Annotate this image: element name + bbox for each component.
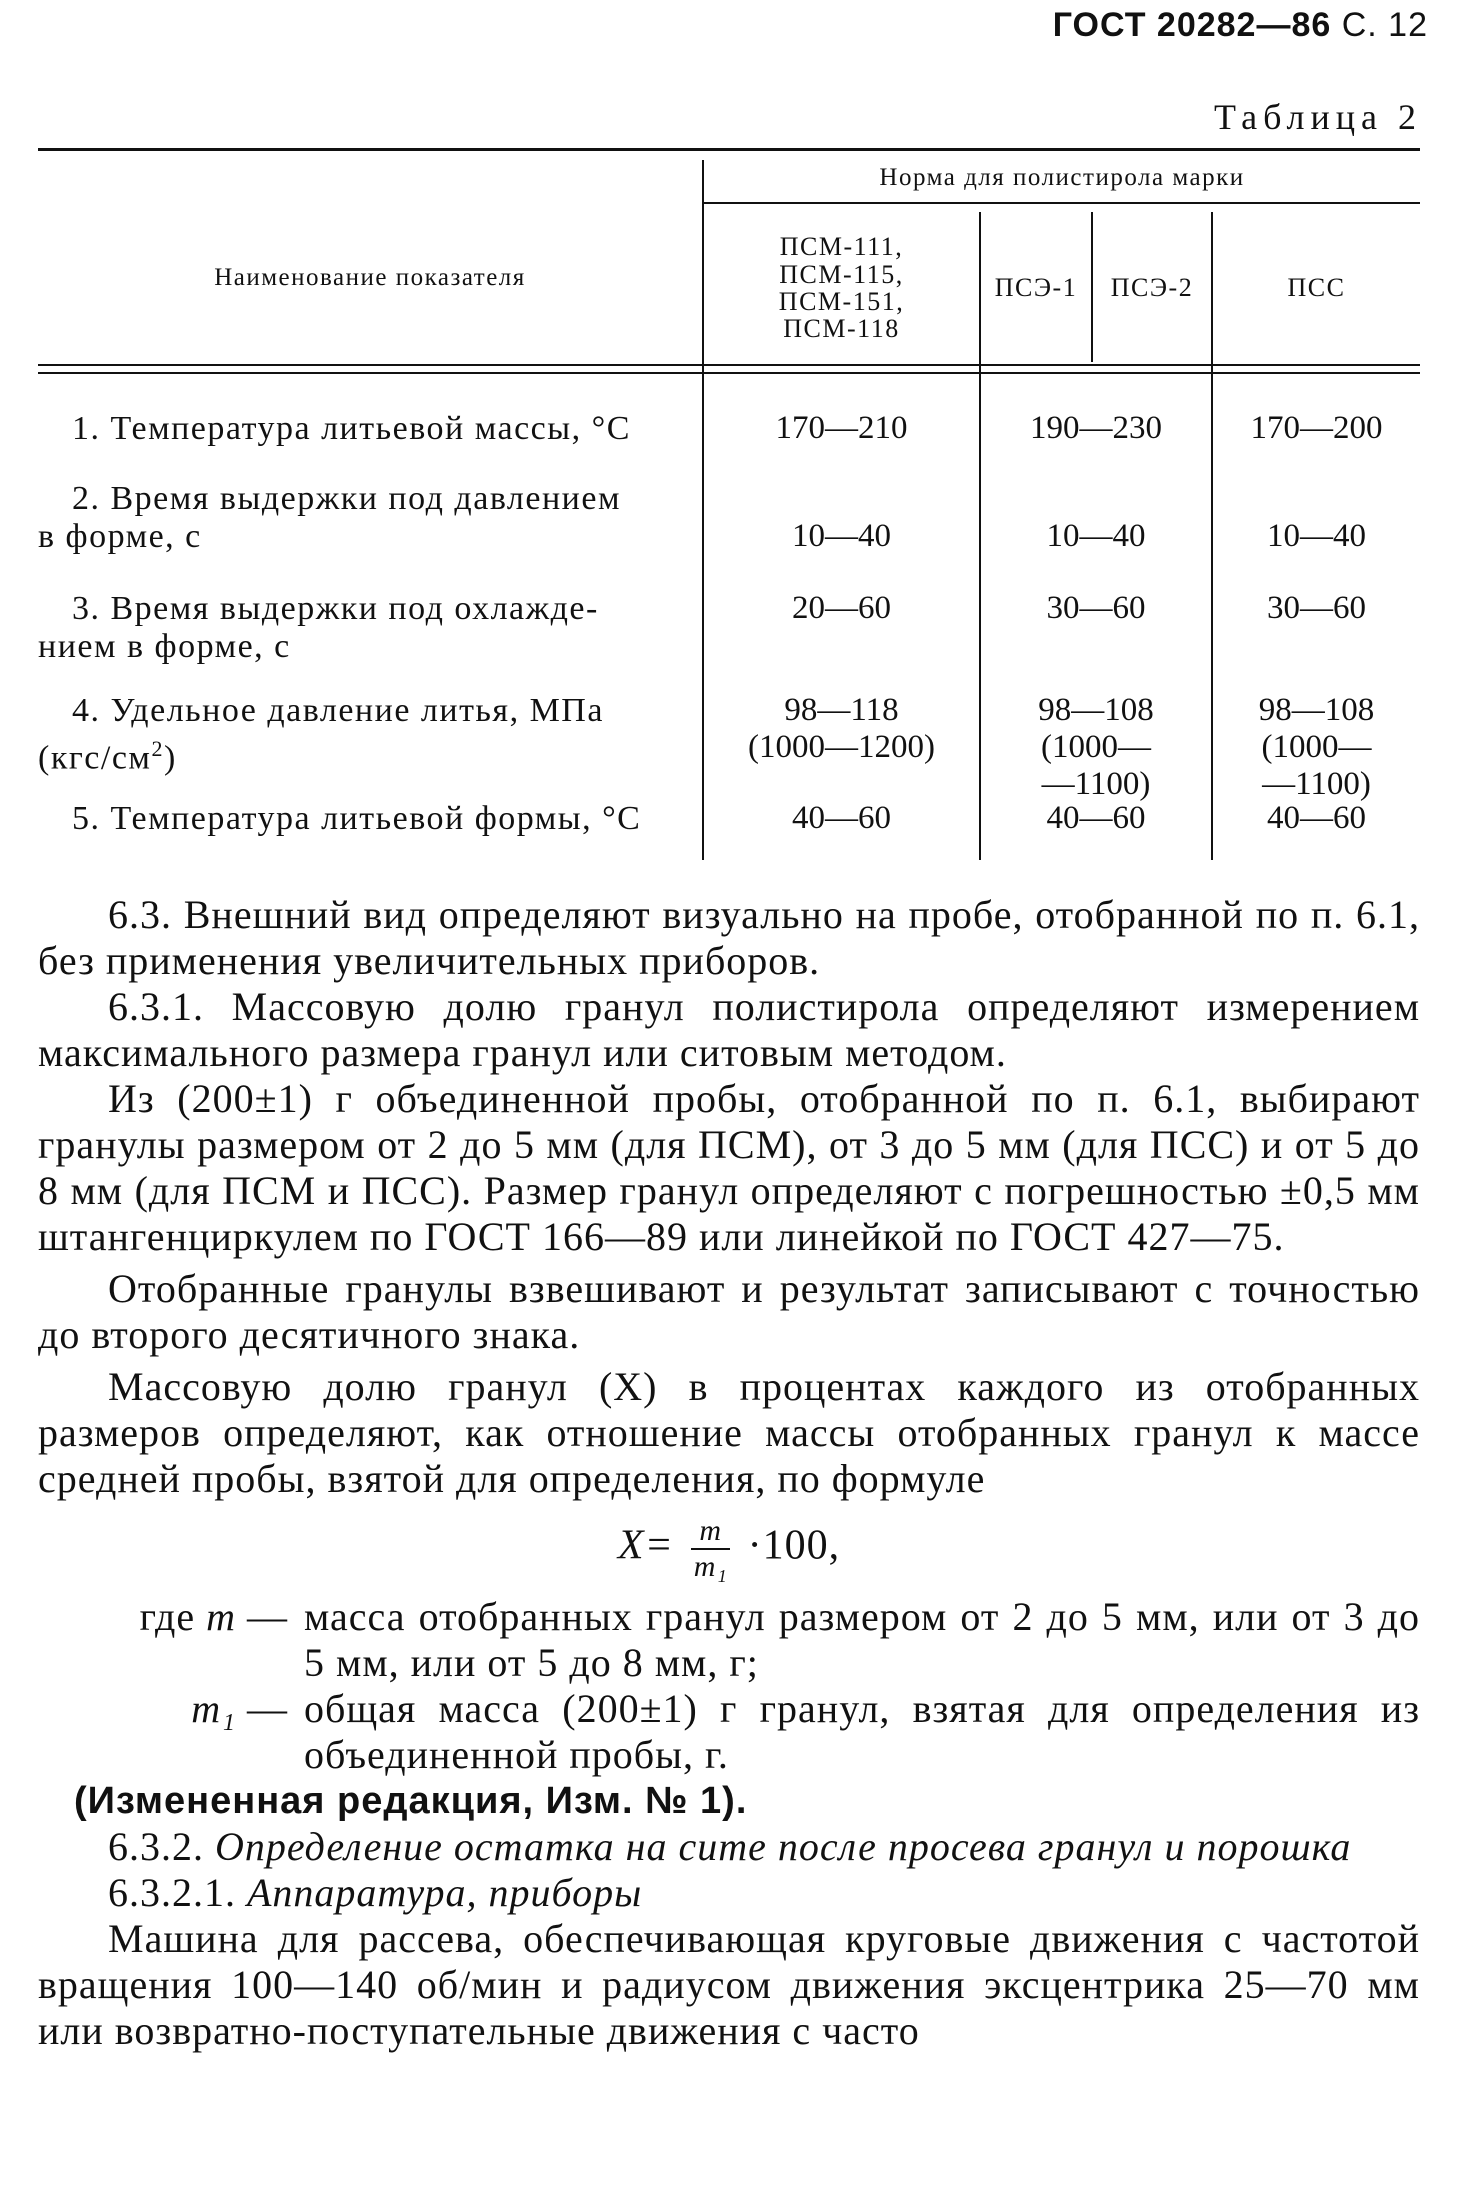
row-4-pse [981, 692, 1211, 803]
norms-table [38, 148, 1420, 864]
page-number: С. 12 [1341, 6, 1428, 44]
row-4-psm [704, 692, 979, 766]
where-m1-key [38, 1686, 304, 1778]
row-3-psm: 20—60 [792, 590, 891, 626]
para-weigh: Отобранные гранулы взвешивают и результат записывают с точностью до второго десятичного знака. [38, 1266, 1420, 1357]
row-1-name [38, 410, 688, 448]
row-5-pss: 40—60 [1267, 800, 1366, 836]
standard-number: ГОСТ 20282—86 [1052, 6, 1332, 44]
table-top-rule [38, 148, 1420, 151]
where-m1 [38, 1686, 1420, 1778]
formula [38, 1514, 1420, 1584]
para-6-3-2-title: Определение остатка на сите после просева гранул и порошка [215, 1824, 1352, 1869]
where-m-key [38, 1594, 304, 1686]
row-4-name [38, 692, 688, 777]
formula-denominator: m₁ [693, 1550, 728, 1583]
row-2-pse: 10—40 [1046, 518, 1146, 554]
col-header-pss: ПСС [1287, 273, 1346, 303]
formula-lhs: X= [617, 1522, 674, 1569]
where-m-symbol: m [206, 1594, 236, 1639]
row-4-pss-line-3: —1100) [1262, 766, 1371, 802]
row-5-name-line: 5. Температура литьевой формы, °C [72, 800, 642, 837]
row-1-psm: 170—210 [775, 410, 908, 446]
row-1-pss: 170—200 [1250, 410, 1383, 446]
row-4-name-line-1: 4. Удельное давление литья, МПа [72, 692, 604, 729]
para-6-3-1: 6.3.1. Массовую долю гранул полистирола определяют измерением максимального размера гранул или ситовым методом. [38, 984, 1420, 1075]
where-m1-text: общая масса (200±1) г гранул, взятая для определения из объединенной пробы, г. [304, 1686, 1420, 1777]
para-6-3-2-number: 6.3.2. [108, 1824, 204, 1869]
col-header-psm [704, 214, 979, 362]
row-2-pss: 10—40 [1267, 518, 1366, 554]
para-6-3-2-1-title: Аппаратура, приборы [247, 1870, 643, 1915]
where-m1-symbol: m₁ [191, 1686, 236, 1731]
row-2-name-line-1: 2. Время выдержки под давлением [72, 480, 621, 517]
where-m1-dash: — [247, 1686, 288, 1731]
row-4-pse-line-2: (1000— [1041, 729, 1151, 765]
para-6-3-2-1-number: 6.3.2.1. [108, 1870, 236, 1915]
row-1-name-line: 1. Температура литьевой массы, °C [72, 410, 631, 447]
row-2-name [38, 480, 688, 556]
row-4-pse-line-3: —1100) [1041, 766, 1151, 802]
group-header: Норма для полистирола марки [879, 163, 1245, 191]
where-m-text: масса отобранных гранул размером от 2 до 5 мм, или от 3 до 5 мм, или от 5 до 8 мм, г; [304, 1594, 1420, 1685]
psm-grade-2: ПСМ-115, [779, 259, 904, 289]
row-4-pss-line-2: (1000— [1261, 729, 1372, 765]
col-header-name: Наименование показателя [214, 263, 526, 291]
row-1-pse: 190—230 [1030, 410, 1162, 446]
row-5-name [38, 800, 688, 838]
row-4-pss [1213, 692, 1420, 803]
psm-grade-4: ПСМ-118 [783, 314, 900, 344]
row-4-name-line-2: $(кгс/см^2)$ [38, 736, 177, 777]
row-3-name-line-1: 3. Время выдержки под охлажде- [72, 590, 599, 627]
psm-grade-1: ПСМ-111, [779, 232, 904, 262]
page-header [1053, 6, 1428, 45]
row-2-name-line-2: в форме, с [38, 518, 202, 555]
group-header-rule [703, 202, 1420, 204]
para-sieve-machine: Машина для рассева, обеспечивающая круговые движения с частотой вращения 100—140 об/мин и радиусом движения эксцентрика 25—70 мм или возвратно-поступательные движения с часто [38, 1916, 1420, 2053]
formula-numerator: m [691, 1514, 730, 1550]
where-prefix: где [139, 1594, 196, 1639]
psm-grade-3: ПСМ-151, [778, 287, 905, 316]
para-6-3: 6.3. Внешний вид определяют визуально на пробе, отобранной по п. 6.1, без применения увеличительных приборов. [38, 892, 1420, 983]
para-mass-fraction: Массовую долю гранул (X) в процентах каждого из отобранных размеров определяют, как отношение массы отобранных гранул к массе средней пробы, взятой для определения, по формуле [38, 1364, 1420, 1501]
para-6-3-2 [38, 1824, 1420, 1870]
row-3-pss: 30—60 [1267, 590, 1366, 626]
table-label: Таблица 2 [1214, 97, 1422, 137]
row-3-pse: 30—60 [1046, 590, 1146, 626]
row-3-name [38, 590, 688, 666]
row-4-psm-line-2: (1000—1200) [748, 729, 935, 765]
row-5-psm: 40—60 [792, 800, 891, 836]
formula-fraction [691, 1514, 730, 1584]
row-4-psm-line-1: 98—118 [784, 692, 899, 728]
row-4-pse-line-1: 98—108 [1038, 692, 1154, 728]
amendment-note: (Измененная редакция, Изм. № 1). [74, 1780, 748, 1822]
para-sample: Из (200±1) г объединенной пробы, отобранной по п. 6.1, выбирают гранулы размером от 2 до 5 мм (для ПСМ), от 3 до 5 мм (для ПСС) и от 5 до 8 мм (для ПСМ и ПСС). Размер гранул определяют с погрешностью ±0,5 мм штангенциркулем по ГОСТ 166—89 или линейкой по ГОСТ 427—75. [38, 1076, 1420, 1259]
where-m [38, 1594, 1420, 1686]
body-text [38, 892, 1420, 2054]
row-2-psm: 10—40 [792, 518, 891, 554]
row-5-pse: 40—60 [1046, 800, 1146, 836]
formula-rhs: ·100, [747, 1522, 841, 1569]
where-m-dash: — [247, 1594, 288, 1639]
col-header-pse2: ПСЭ-2 [1110, 273, 1194, 303]
col-header-pse1: ПСЭ-1 [994, 273, 1078, 303]
row-4-pss-line-1: 98—108 [1258, 692, 1375, 728]
para-6-3-2-1 [38, 1870, 1420, 1916]
row-3-name-line-2: нием в форме, с [38, 628, 291, 665]
